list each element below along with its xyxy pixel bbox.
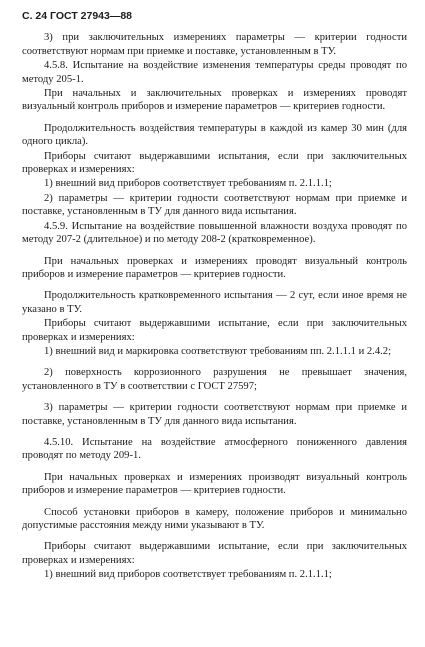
list-item-1: 1) внешний вид приборов соответствует требованиям п. 2.1.1.1; bbox=[44, 178, 332, 190]
list-item-2-b: 2) поверхность коррозионного разрушения не превышает значения, установленного в ТУ в соответствии с ГОСТ 27597; bbox=[22, 367, 407, 392]
paragraph-pass-criteria-3: Приборы считают выдержавшими испытание, если при заключительных проверках и измерениях: bbox=[22, 541, 407, 566]
list-item-3-b: 3) параметры — критерии годности соответствуют нормам при приемке и поставке, установленным в ТУ для данного вида испытания. bbox=[22, 402, 407, 427]
paragraph-initial-checks-2: При начальных проверках и измерениях проводят визуальный контроль приборов и измерение параметров — критериев годности. bbox=[22, 255, 407, 280]
paragraph-initial-checks-3: При начальных проверках и измерениях производят визуальный контроль приборов и измерение параметров — критериев годности. bbox=[22, 471, 407, 497]
list-item-1-b: 1) внешний вид и маркировка соответствуют требованиям пп. 2.1.1.1 и 2.4.2; bbox=[44, 345, 392, 357]
paragraph-pass-criteria-2: Приборы считают выдержавшими испытание, если при заключительных проверках и измерениях: bbox=[22, 318, 407, 343]
paragraph-short-duration: Продолжительность кратковременного испытания — 2 сут, если иное время не указано в ТУ. bbox=[22, 290, 407, 315]
paragraph-pass-criteria: Приборы считают выдержавшими испытания, если при заключительных проверках и измерениях: bbox=[22, 150, 407, 176]
list-item-2: 2) параметры — критерии годности соответствуют нормам при приемке и поставке, установленным в ТУ для данного вида испытания. bbox=[22, 192, 407, 218]
list-item-1-c: 1) внешний вид приборов соответствует требованиям п. 2.1.1.1; bbox=[44, 569, 332, 581]
paragraph-4-5-10: 4.5.10. Испытание на воздействие атмосферного пониженного давления проводят по методу 209-1. bbox=[22, 436, 407, 462]
paragraph-duration: Продолжительность воздействия температуры в каждой из камер 30 мин (для одного цикла). bbox=[22, 122, 407, 148]
paragraph-4-5-8: 4.5.8. Испытание на воздействие изменения температуры среды проводят по методу 205-1. bbox=[22, 60, 407, 85]
paragraph-mounting: Способ установки приборов в камеру, положение приборов и минимально допустимые расстояния между ними указывают в ТУ. bbox=[22, 506, 407, 531]
page-header: С. 24 ГОСТ 27943—88 bbox=[22, 10, 133, 22]
paragraph-initial-checks: При начальных и заключительных проверках и измерениях проводят визуальный контроль приборов и измерение параметров — критериев годности. bbox=[22, 88, 407, 113]
paragraph-item-3-conclusion: 3) при заключительных измерениях параметры — критерии годности соответствуют нормам при приемке и поставке, установленным в ТУ. bbox=[22, 32, 407, 57]
paragraph-4-5-9: 4.5.9. Испытание на воздействие повышенной влажности воздуха проводят по методу 207-2 (длительное) и по методу 208-2 (кратковременное). bbox=[22, 220, 407, 246]
